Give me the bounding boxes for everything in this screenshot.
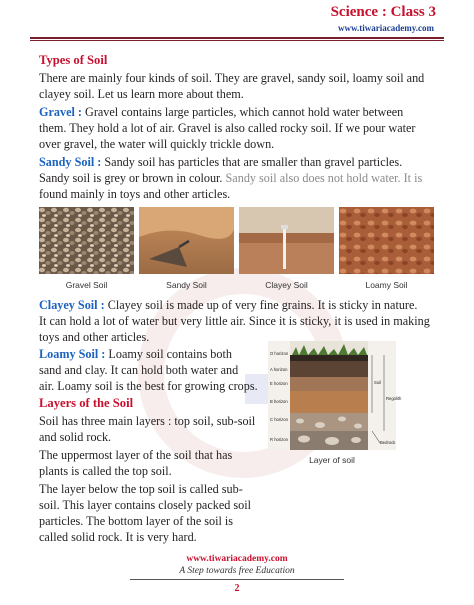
layers-p2-line-2: plants is called the top soil. — [39, 464, 172, 478]
layers-p3-line-2: soil. This layer contains closely packed soil — [39, 498, 251, 512]
page-number: 2 — [234, 583, 240, 594]
caption-gravel: Gravel Soil — [65, 280, 108, 290]
gravel-line-1 — [39, 104, 439, 121]
layers-p3-line-4: called solid rock. It is very hard. — [39, 530, 197, 544]
caption-clayey: Clayey Soil — [265, 280, 308, 290]
label-o-horizon: O horizon — [270, 351, 289, 356]
sandy-soil-image — [139, 207, 234, 274]
loamy-term: Loamy Soil : — [39, 347, 106, 361]
layers-p3-line-3: particles. The bottom layer of the soil is — [39, 514, 234, 528]
clayey-line-3: toys and other articles. — [39, 330, 150, 344]
layers-p2-line-1: The uppermost layer of the soil that has — [39, 448, 233, 462]
sandy-line-3: found mainly in toys and other articles. — [39, 187, 231, 201]
header-rule-thin — [30, 40, 444, 41]
heading-layers-of-soil: Layers of the Soil — [39, 396, 134, 410]
layers-p1-line-1: Soil has three main layers : top soil, sub-soil — [39, 414, 256, 428]
loamy-text-1: Loamy soil contains both — [108, 347, 232, 361]
header-url[interactable]: www.tiwariacademy.com — [338, 23, 434, 33]
label-bedrock: Bedrock — [380, 440, 396, 445]
label-soil: Soil — [374, 380, 381, 385]
loamy-soil-image — [339, 207, 434, 274]
sandy-text-2a: Sandy soil is grey or brown in colour. — [39, 171, 223, 185]
layers-p1-line-2: and solid rock. — [39, 430, 112, 444]
caption-sandy: Sandy Soil — [166, 280, 207, 290]
sandy-text-1: Sandy soil has particles that are smaller than gravel particles. — [104, 155, 403, 169]
gravel-line-2: them. They hold a lot of air. Gravel is also called rocky soil. If we pour water — [39, 121, 416, 135]
soil-profile-image — [268, 341, 396, 450]
label-c-horizon: C horizon — [270, 417, 288, 422]
header-title: Science : Class 3 — [330, 4, 436, 20]
gravel-term: Gravel : — [39, 105, 82, 119]
loamy-line-2: sand and clay. It can hold both water and — [39, 363, 239, 377]
clayey-term: Clayey Soil : — [39, 298, 105, 312]
types-line-1: There are mainly four kinds of soil. They are gravel, sandy soil, loamy soil and — [39, 71, 425, 85]
sandy-line-1 — [39, 154, 439, 171]
clayey-text-1: Clayey soil is made up of very fine grains. It is sticky in nature. — [107, 298, 418, 312]
label-a-horizon: A horizon — [270, 367, 288, 372]
caption-layer-of-soil: Layer of soil — [309, 455, 355, 465]
layers-p3-line-1: The layer below the top soil is called sub- — [39, 482, 243, 496]
label-e-horizon: E horizon — [270, 381, 288, 386]
sandy-line-2 — [39, 170, 439, 187]
label-regolith: Regolith — [386, 396, 402, 401]
types-line-2: clayey soil. Let us learn more about them. — [39, 87, 244, 101]
label-r-horizon: R horizon — [270, 437, 288, 442]
clayey-line-2: It can hold a lot of water but very little air. Since it is sticky, it is used in making — [39, 314, 430, 328]
gravel-soil-image — [39, 207, 134, 274]
heading-types-of-soil: Types of Soil — [39, 53, 108, 67]
header-rule — [30, 37, 444, 39]
caption-loamy: Loamy Soil — [365, 280, 408, 290]
label-b-horizon: B horizon — [270, 399, 288, 404]
loamy-line-3: air. Loamy soil is the best for growing crops. — [39, 379, 258, 393]
clayey-line-1 — [39, 297, 439, 314]
gravel-line-3: over gravel, the water will quickly trickle down. — [39, 137, 275, 151]
sandy-text-2b: Sandy soil also does not hold water. It is — [225, 171, 423, 185]
loamy-line-1 — [39, 346, 261, 363]
sandy-term: Sandy Soil : — [39, 155, 102, 169]
clayey-soil-image — [239, 207, 334, 274]
footer-url[interactable]: www.tiwariacademy.com — [186, 554, 288, 564]
footer-rule — [130, 579, 344, 580]
gravel-text-1: Gravel contains large particles, which cannot hold water between — [85, 105, 404, 119]
footer-tagline: A Step towards free Education — [179, 566, 295, 576]
